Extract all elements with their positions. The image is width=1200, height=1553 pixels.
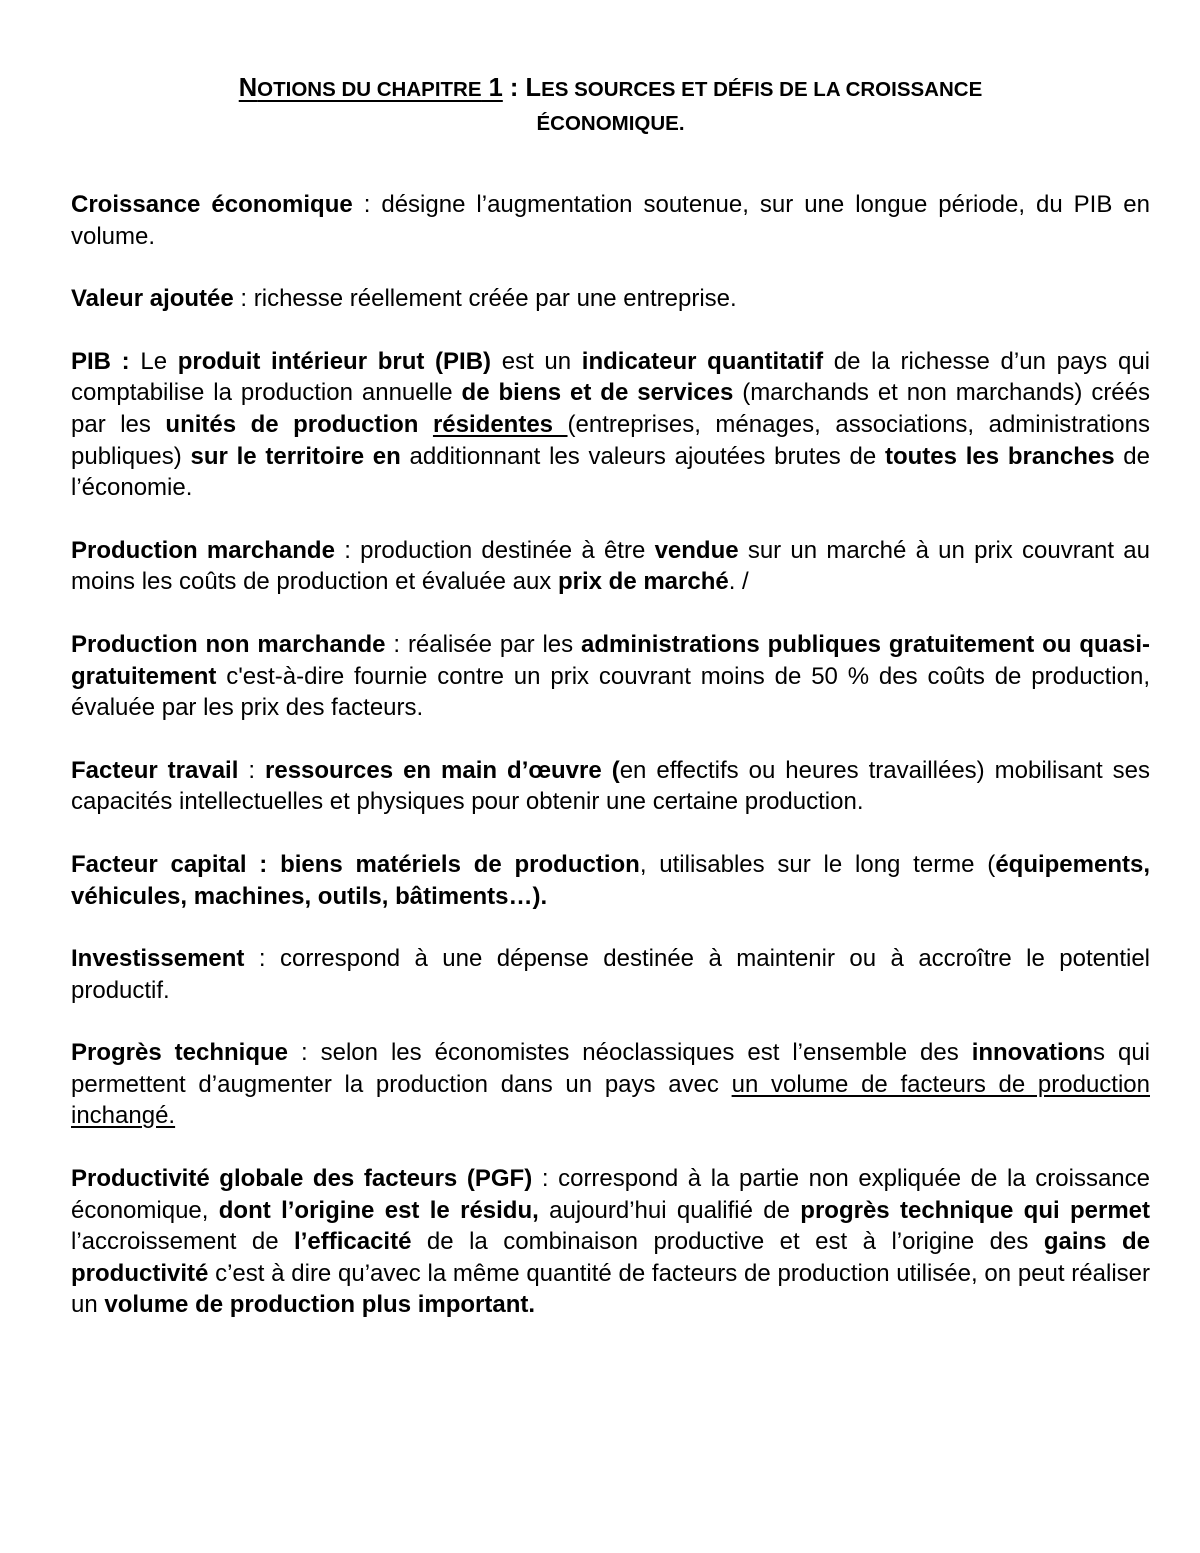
definition-valeur-ajoutee: Valeur ajoutée : richesse réellement créée par une entreprise. [71, 285, 737, 313]
term-investissement: Investissement [71, 945, 245, 973]
definition-production-non-marchande: Production non marchande : réalisée par les administrations publiques gratuitement ou quasi-gratuitement c'est-à-dire fournie contre un prix couvrant moins de 50 % des coûts de production, évaluée par les prix des facteurs. [71, 630, 1151, 722]
definition-facteur-travail: Facteur travail : ressources en main d’œuvre (en effectifs ou heures travaillées) mobilisant ses capacités intellectuelles et physiques pour obtenir une certaine production. [71, 756, 1150, 816]
definition-investissement: Investissement : correspond à une dépense destinée à maintenir ou à accroître le potentiel productif. [71, 945, 1150, 1004]
term-production-non-marchande: Production non marchande [71, 630, 386, 658]
term-croissance: Croissance économique [71, 191, 353, 218]
definition-croissance: Croissance économique : désigne l’augmentation soutenue, sur une longue période, du PIB en volume. [71, 191, 1150, 250]
definition-production-marchande: Production marchande : production destinée à être vendue sur un marché à un prix couvrant au moins les coûts de production et évaluée aux prix de marché. / [71, 536, 1151, 596]
definition-facteur-capital: Facteur capital : biens matériels de production, utilisables sur le long terme (équipements, véhicules, machines, outils, bâtiments…). [71, 850, 1151, 910]
definition-pgf: Productivité globale des facteurs (PGF) : correspond à la partie non expliquée de la croissance économique, dont l’origine est le résidu, aujourd’hui qualifié de progrès technique qui permet l’accroissement de l’efficacité de la combinaison productive et est à l’origine des gains de productivité c’est à dire qu’avec la même quantité de facteurs de production utilisée, on peut réaliser un volume de production plus important. [71, 1165, 1151, 1319]
term-progres-technique: Progrès technique [71, 1039, 289, 1067]
term-facteur-travail: Facteur travail [71, 756, 239, 784]
term-valeur-ajoutee: Valeur ajoutée [71, 285, 234, 313]
term-pgf: Productivité globale des facteurs (PGF) [71, 1165, 533, 1193]
title-underlined-part: NOTIONS DU CHAPITRE 1 [238, 74, 503, 102]
definition-pib: PIB : Le produit intérieur brut (PIB) est un indicateur quantitatif de la richesse d’un pays qui comptabilise la production annuelle de biens et de services (marchands et non marchands) créés par les unités de production résidentes (entreprises, ménages, associations, administrations publiques) sur le territoire en additionnant les valeurs ajoutées brutes de toutes les branches de l’économie. [71, 347, 1151, 502]
term-pib: PIB : [71, 347, 130, 375]
term-facteur-capital: Facteur capital : biens matériels de production [71, 850, 640, 878]
definition-progres-technique: Progrès technique : selon les économistes néoclassiques est l’ensemble des innovations qui permettent d’augmenter la production dans un pays avec un volume de facteurs de production inchangé. [71, 1039, 1151, 1130]
chapter-title: NOTIONS DU CHAPITRE 1 : LES SOURCES ET DÉFIS DE LA CROISSANCE ÉCONOMIQUE. [238, 74, 983, 135]
term-production-marchande: Production marchande [71, 536, 335, 564]
